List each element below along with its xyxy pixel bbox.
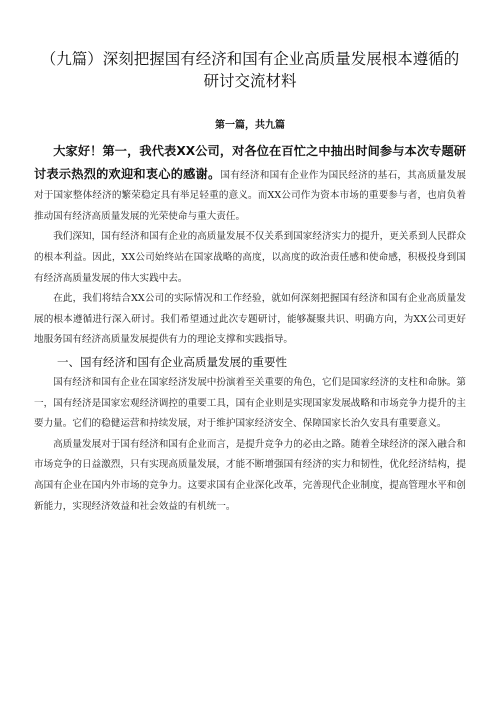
intro-rest-text: 国有经济和国有企业作为国民经济的基石，其高质量发展对于国家整体经济的繁荣稳定具有举足轻重的意义。而XX公司作为资本市场的重要参与者，也肩负着推动国有经济高质量发展的光荣使命与重大责任。	[34, 169, 466, 222]
section-1-heading: 一、国有经济和国有企业高质量发展的重要性	[57, 354, 287, 369]
document-body	[34, 141, 466, 517]
paragraph-2: 我们深知，国有经济和国有企业的高质量发展不仅关系到国家经济实力的提升，更关系到人民群众的根本利益。因此，XX公司始终站在国家战略的高度，以高度的政治责任感和使命感，积极投身到国有经济高质量发展的伟大实践中去。	[34, 231, 466, 284]
title-line-1: （九篇）深刻把握国有经济和国有企业高质量发展根本遵循的	[40, 50, 460, 68]
intro-paragraph	[34, 141, 466, 227]
paragraph-4: 国有经济和国有企业在国家经济发展中扮演着至关重要的角色，它们是国家经济的支柱和命脉。第一，国有经济是国家宏观经济调控的重要工具，国有企业则是实现国家发展战略和市场竞争力提升的主要力量。它们的稳健运营和持续发展，对于维护国家经济安全、保障国家长治久安具有重要意义。	[34, 376, 466, 430]
document-title	[34, 0, 466, 92]
section-heading: 第一篇，共九篇	[215, 120, 285, 131]
intro-lead-text: 大家好！第一，我代表XX公司，对各位在百忙之中抽出时间参与本次专题研讨表示热烈的欢迎和衷心的感谢。	[34, 144, 466, 181]
title-line-2: 研讨交流材料	[203, 72, 297, 90]
paragraph-3: 在此，我们将结合XX公司的实际情况和工作经验，就如何深刻把握国有经济和国有企业高质量发展的根本遵循进行深入研讨。我们希望通过此次专题研讨，能够凝聚共识、明确方向，为XX公司更好地服务国有经济高质量发展提供有力的理论支撑和实践指导。	[34, 293, 466, 346]
paragraph-5: 高质量发展对于国有经济和国有企业而言，是提升竞争力的必由之路。随着全球经济的深入融合和市场竞争的日益激烈，只有实现高质量发展，才能不断增强国有经济的实力和韧性，优化经济结构，提高国有企业在国内外市场的竞争力。这要求国有企业深化改革，完善现代企业制度，提高管理水平和创新能力，实现经济效益和社会效益的有机统一。	[34, 438, 466, 512]
